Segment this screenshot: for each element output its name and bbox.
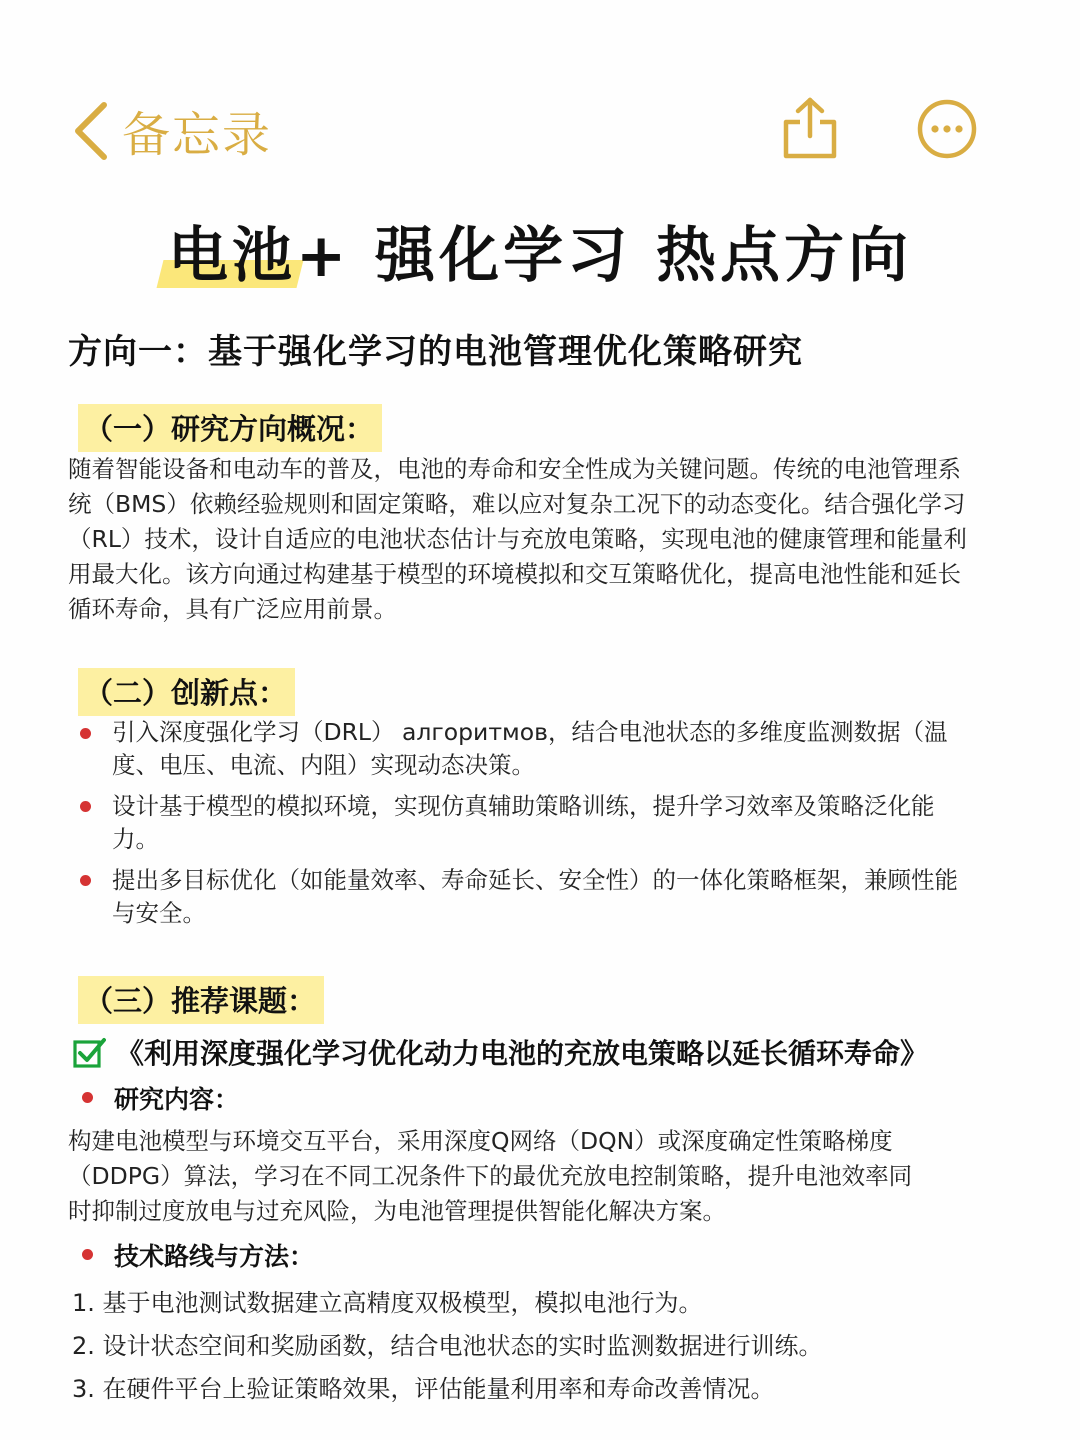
back-label: 备忘录 [122, 107, 273, 163]
method-step: 3. 在硬件平台上验证策略效果，评估能量利用率和寿命改善情况。 [72, 1375, 775, 1403]
share-icon[interactable] [780, 96, 840, 160]
bullet-dot [80, 875, 91, 886]
bullet-dot [80, 728, 91, 739]
title-rest: + 强化学习 热点方向 [295, 221, 913, 291]
innovation-item [112, 716, 1014, 782]
innovation-line: 度、电压、电流、内阻）实现动态决策。 [112, 751, 535, 779]
bullet-dot [82, 1249, 93, 1260]
bullet-dot [80, 801, 91, 812]
research-line: 时抑制过度放电与过充风险，为电池管理提供智能化解决方案。 [68, 1197, 726, 1225]
recommended-topic: 《利用深度强化学习优化动力电池的充放电策略以延长循环寿命》 [116, 1037, 929, 1070]
section1-line: 随着智能设备和电动车的普及，电池的寿命和安全性成为关键问题。传统的电池管理系 [68, 455, 961, 483]
innovation-item [112, 864, 1014, 930]
method-label: 技术路线与方法： [114, 1242, 315, 1271]
chevron-left-icon [70, 99, 112, 163]
innovation-item [112, 790, 1014, 856]
innovation-line: 引入深度强化学习（DRL） алгоритмов，结合电池状态的多维度监测数据（温 [112, 718, 948, 746]
research-content-label: 研究内容： [114, 1085, 240, 1114]
section2-heading: （二）创新点： [78, 668, 295, 716]
section1-line: 循环寿命，具有广泛应用前景。 [68, 595, 397, 623]
research-paragraph [68, 1124, 1014, 1229]
bullet-dot [82, 1092, 93, 1103]
innovation-line: 力。 [112, 825, 159, 853]
back-button[interactable] [70, 96, 272, 165]
checkbox-icon [72, 1036, 106, 1070]
innovation-line: 设计基于模型的模拟环境，实现仿真辅助策略训练，提升学习效率及策略泛化能 [112, 792, 935, 820]
section1-heading: （一）研究方向概况： [78, 404, 382, 452]
nav-bar [0, 0, 1080, 190]
innovation-line: 与安全。 [112, 899, 206, 927]
section1-line: 统（BMS）依赖经验规则和固定策略，难以应对复杂工况下的动态变化。结合强化学习 [68, 490, 966, 518]
research-line: （DDPG）算法，学习在不同工况条件下的最优充放电控制策略，提升电池效率同 [68, 1162, 913, 1190]
innovation-line: 提出多目标优化（如能量效率、寿命延长、安全性）的一体化策略框架，兼顾性能 [112, 866, 958, 894]
method-step: 1. 基于电池测试数据建立高精度双极模型，模拟电池行为。 [72, 1289, 703, 1317]
method-step: 2. 设计状态空间和奖励函数，结合电池状态的实时监测数据进行训练。 [72, 1332, 823, 1360]
section1-line: （RL）技术，设计自适应的电池状态估计与充放电策略，实现电池的健康管理和能量利 [68, 525, 967, 553]
section1-line: 用最大化。该方向通过构建基于模型的环境模拟和交互策略优化，提高电池性能和延长 [68, 560, 961, 588]
more-icon[interactable] [916, 98, 978, 160]
title-highlighted: 电池 [168, 208, 296, 294]
research-line: 构建电池模型与环境交互平台，采用深度Q网络（DQN）或深度确定性策略梯度 [68, 1127, 893, 1155]
section1-paragraph [68, 452, 1014, 627]
section3-heading: （三）推荐课题： [78, 976, 324, 1024]
direction-title: 方向一：基于强化学习的电池管理优化策略研究 [68, 332, 803, 372]
page-title [0, 208, 1080, 294]
